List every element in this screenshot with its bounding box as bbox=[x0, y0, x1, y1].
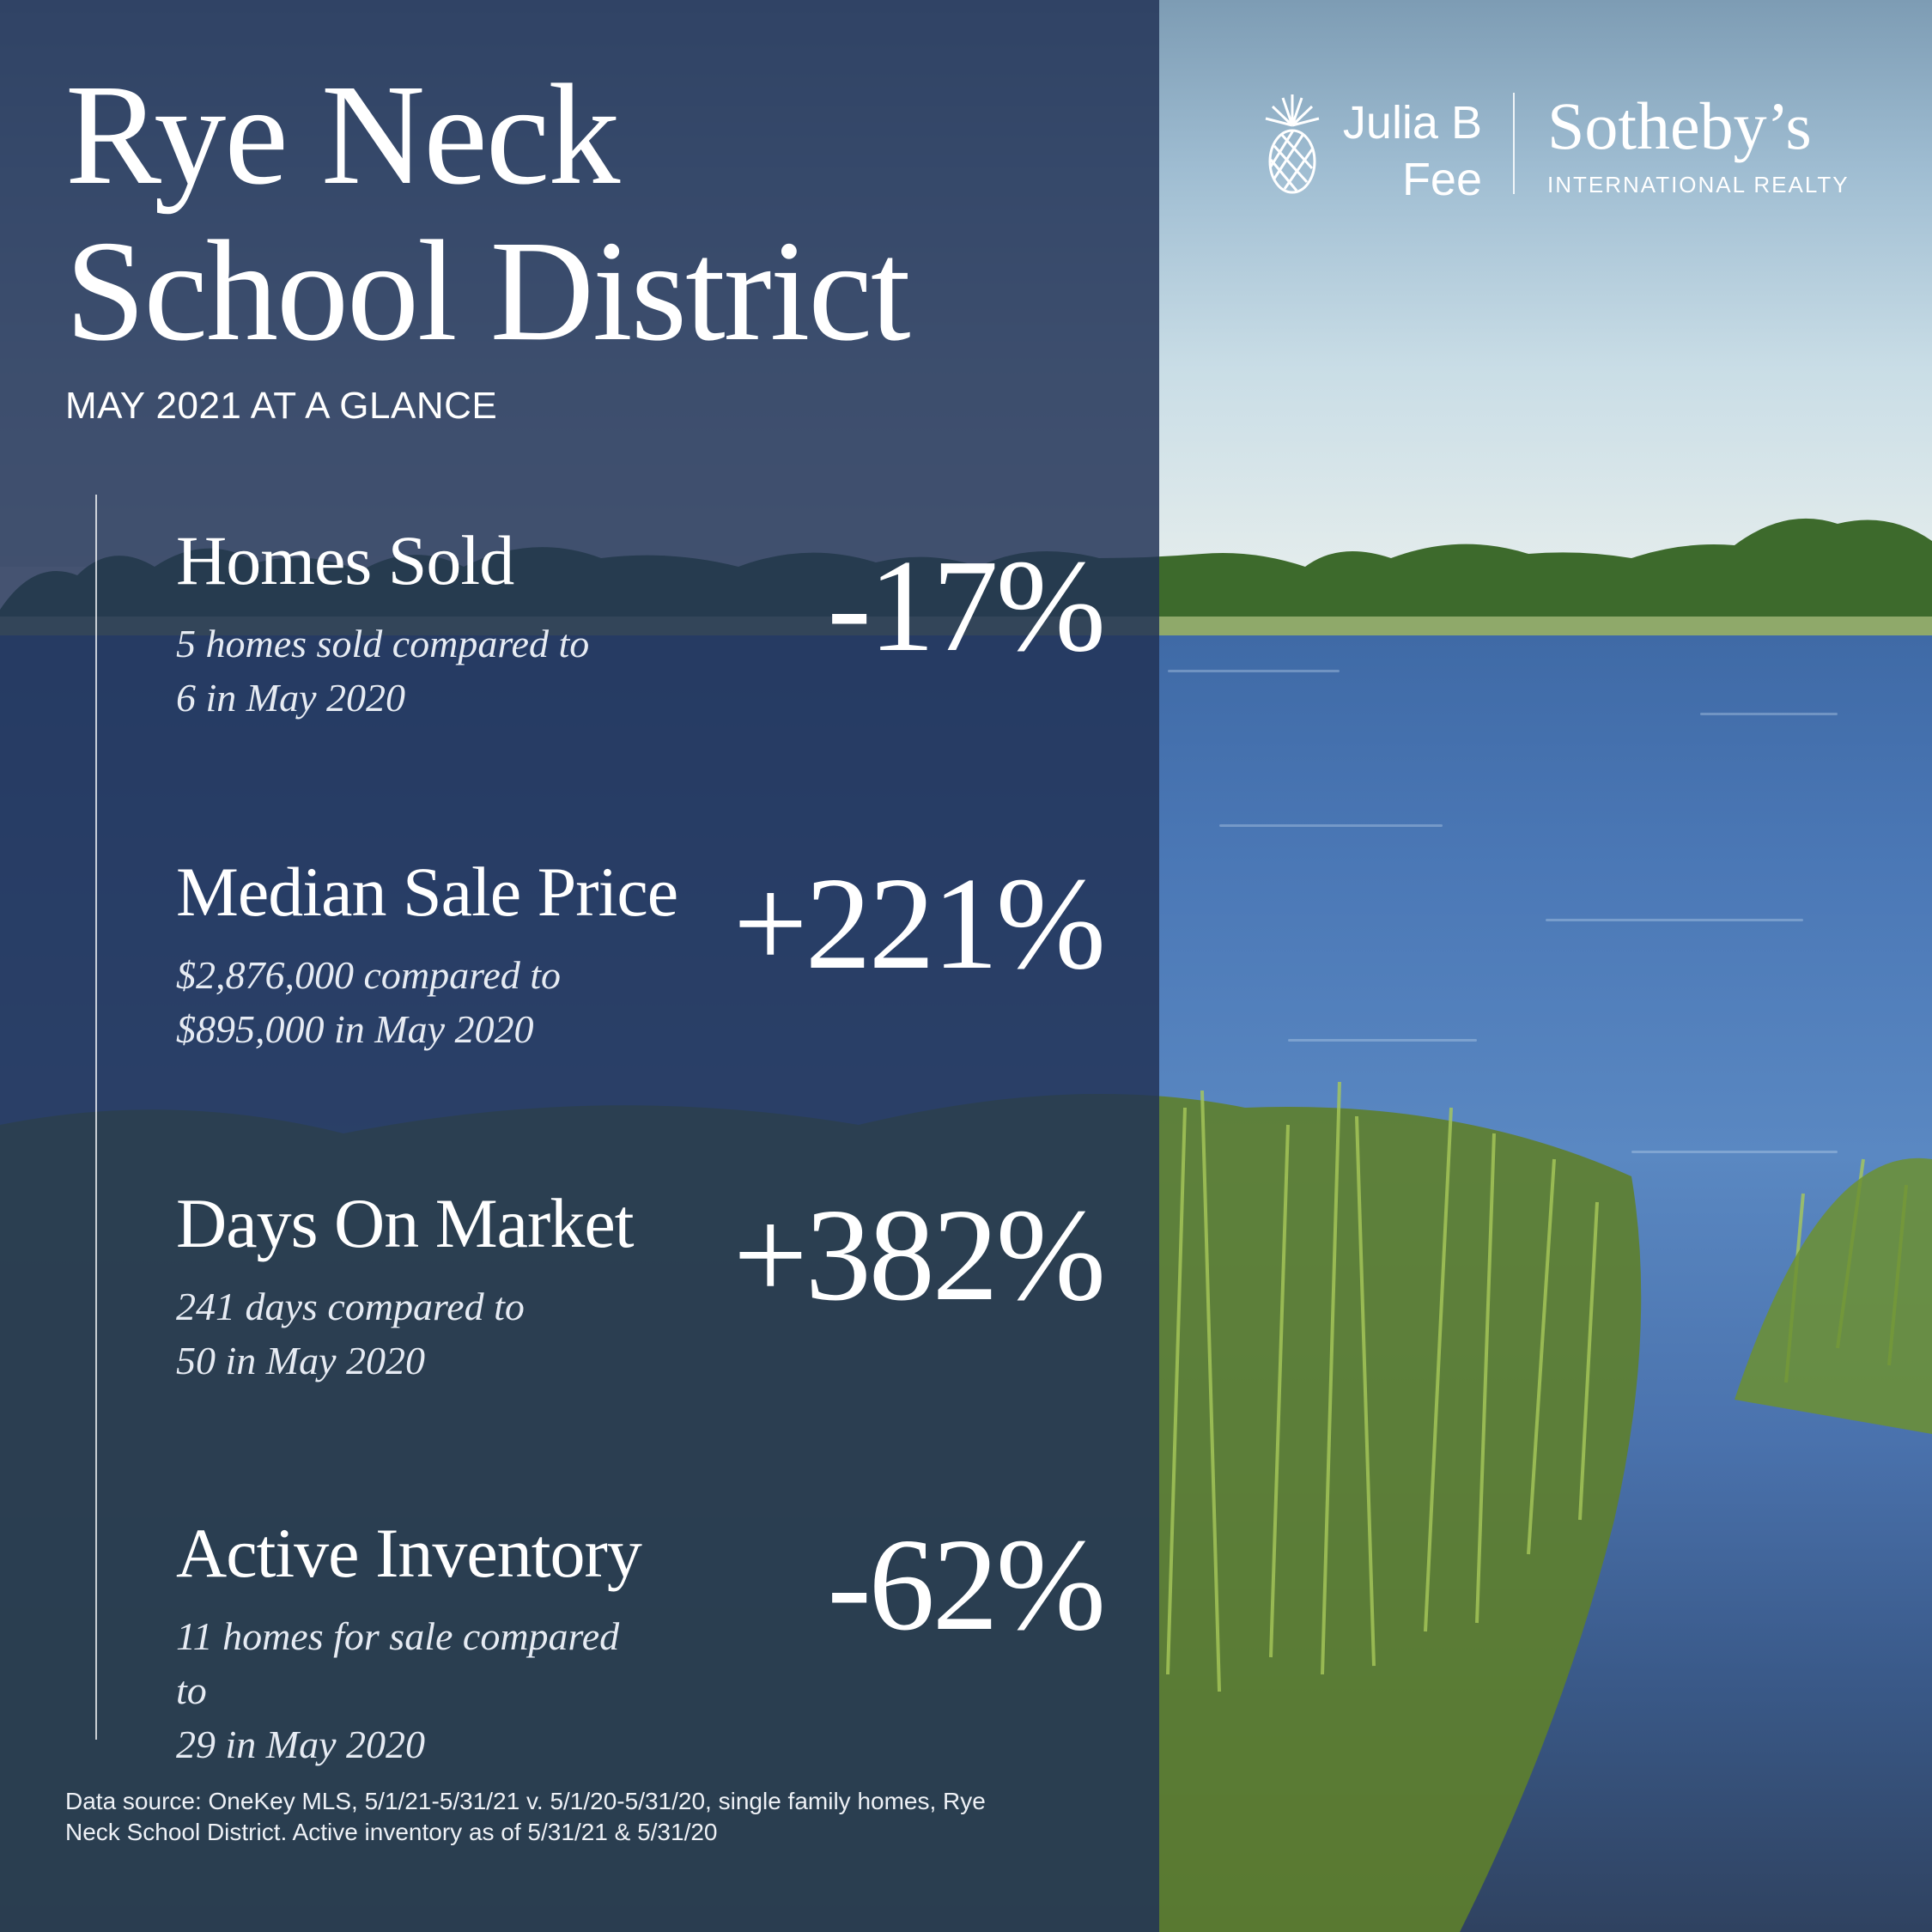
stat-detail-line-1: 11 homes for sale compared to bbox=[176, 1614, 620, 1712]
source-line-2: Neck School District. Active inventory as of 5/31/21 & 5/31/20 bbox=[65, 1819, 718, 1845]
international-realty-text: INTERNATIONAL REALTY bbox=[1547, 172, 1850, 197]
stat-label: Median Sale Price bbox=[176, 853, 678, 931]
source-line-1: Data source: OneKey MLS, 5/1/21-5/31/21 v. 5/1/20-5/31/20, single family homes, Rye bbox=[65, 1788, 986, 1814]
stat-detail bbox=[176, 1279, 657, 1388]
stat-detail-line-1: 241 days compared to bbox=[176, 1285, 525, 1328]
stat-detail-line-1: $2,876,000 compared to bbox=[176, 953, 562, 997]
stat-detail-line-2: 29 in May 2020 bbox=[176, 1722, 426, 1766]
stat-change: -62% bbox=[827, 1512, 1103, 1658]
stat-detail-line-2: 6 in May 2020 bbox=[176, 676, 406, 720]
stat-detail bbox=[176, 948, 657, 1056]
title-line-2: School District bbox=[65, 211, 909, 371]
subtitle: MAY 2021 AT A GLANCE bbox=[65, 385, 498, 427]
stat-change: +221% bbox=[732, 851, 1103, 997]
stat-detail-line-2: $895,000 in May 2020 bbox=[176, 1007, 534, 1051]
title-line-1: Rye Neck bbox=[65, 55, 619, 215]
logo-divider bbox=[1513, 93, 1515, 194]
stat-label: Days On Market bbox=[176, 1184, 634, 1262]
brand-logo bbox=[1262, 88, 1850, 205]
sothebys-wordmark: Sotheby’s bbox=[1547, 88, 1812, 163]
page-title bbox=[65, 57, 909, 369]
data-source-note bbox=[65, 1786, 1053, 1848]
stat-detail bbox=[176, 1609, 657, 1771]
stat-detail-line-1: 5 homes sold compared to bbox=[176, 622, 590, 665]
stat-change: -17% bbox=[827, 533, 1103, 679]
brand-name-line-1: Julia B bbox=[1342, 97, 1482, 149]
vertical-divider bbox=[95, 495, 97, 1740]
pineapple-icon bbox=[1262, 93, 1322, 194]
stat-detail bbox=[176, 617, 657, 725]
brand-name-line-2: Fee bbox=[1401, 154, 1482, 205]
julia-b-fee-wordmark bbox=[1334, 94, 1482, 208]
stat-label: Homes Sold bbox=[176, 521, 514, 599]
stat-median-sale-price bbox=[176, 852, 1103, 1075]
stat-homes-sold bbox=[176, 520, 1103, 744]
stat-active-inventory bbox=[176, 1512, 1103, 1766]
stat-label: Active Inventory bbox=[176, 1514, 641, 1592]
stat-change: +382% bbox=[732, 1182, 1103, 1328]
stat-days-on-market bbox=[176, 1183, 1103, 1406]
stat-detail-line-2: 50 in May 2020 bbox=[176, 1339, 426, 1382]
